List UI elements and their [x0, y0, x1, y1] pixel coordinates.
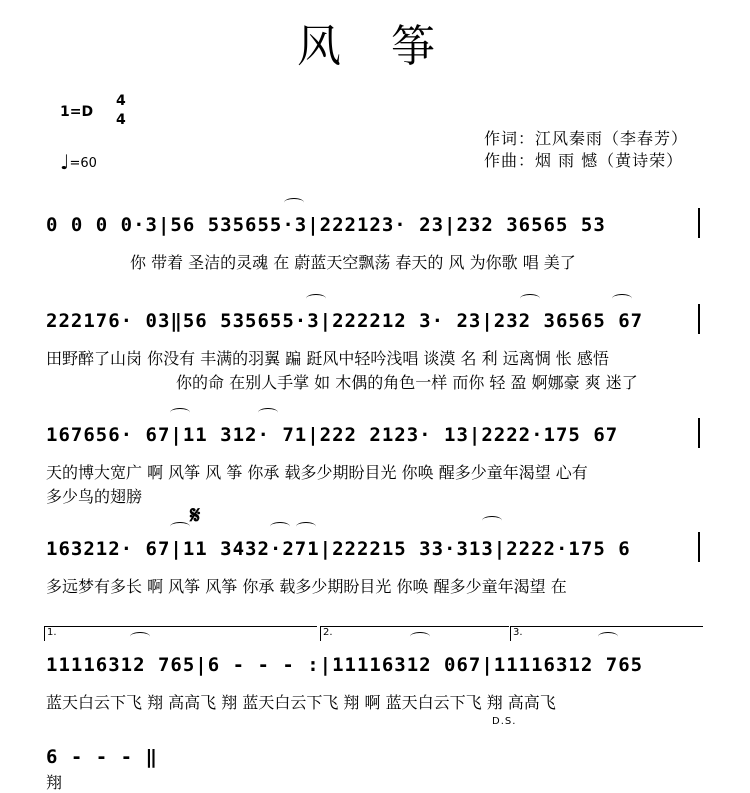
- page-title: 风 筝: [297, 21, 453, 72]
- volta-2: 2.: [320, 626, 509, 641]
- tie: [284, 198, 304, 207]
- barline: [698, 304, 700, 334]
- notation-line-2: 222176· 03‖56 535655·3|222212 3· 23|232 36565 67: [46, 310, 644, 332]
- lyrics-line-3b: 多少鸟的翅膀: [46, 487, 143, 506]
- barline: [698, 208, 700, 238]
- lyrics-line-1: 你 带着 圣洁的灵魂 在 蔚蓝天空飘荡 春天的 风 为你歌 唱 美了: [130, 253, 576, 272]
- barline: [698, 532, 700, 562]
- key-signature: 1=D: [60, 104, 94, 120]
- notation-line-1: 0 0 0 0·3|56 535655·3|222123· 23|232 36565 53: [46, 214, 606, 236]
- tempo-marking: [60, 150, 97, 174]
- time-signature-top: 4: [116, 93, 126, 109]
- notation-line-5: 11116312 765|6 - - - :|11116312 067|11116312 765: [46, 654, 644, 676]
- tie: [612, 294, 632, 303]
- tie: [270, 522, 290, 531]
- notation-line-6: 6 - - - ‖: [46, 746, 158, 768]
- tie: [598, 632, 618, 641]
- lyrics-line-4: 多远梦有多长 啊 风筝 风筝 你承 载多少期盼目光 你唤 醒多少童年渴望 在: [46, 577, 567, 596]
- tie: [170, 522, 190, 531]
- volta-3: 3.: [510, 626, 703, 641]
- tie: [130, 632, 150, 641]
- tie: [296, 522, 316, 531]
- lyrics-line-6: 翔: [46, 773, 63, 792]
- tie: [170, 408, 190, 417]
- quarter-note-icon: ♩: [60, 150, 70, 174]
- volta-1: 1.: [44, 626, 317, 641]
- tie: [306, 294, 326, 303]
- lyrics-line-5: 蓝天白云下飞 翔 高高飞 翔 蓝天白云下飞 翔 啊 蓝天白云下飞 翔 高高飞: [46, 693, 556, 712]
- lyrics-line-3a: 天的博大宽广 啊 风筝 风 筝 你承 载多少期盼目光 你唤 醒多少童年渴望 心有: [46, 463, 588, 482]
- tie: [482, 516, 502, 525]
- tie: [410, 632, 430, 641]
- time-signature-bottom: 4: [116, 112, 126, 128]
- tie: [520, 294, 540, 303]
- tempo-value: =60: [69, 156, 97, 171]
- notation-line-4: 163212· 67|11 3432·271|222215 33·313|2222·175 6: [46, 538, 631, 560]
- barline: [698, 418, 700, 448]
- lyricist-credit: 作词：江风秦雨（李春芳）: [484, 129, 689, 148]
- notation-line-3: 167656· 67|11 312· 71|222 2123· 13|2222·175 67: [46, 424, 619, 446]
- lyrics-line-2a: 田野醉了山岗 你没有 丰满的羽翼 蹁 跹风中轻吟浅唱 谈漠 名 利 远离惆 怅 感悟: [46, 349, 609, 368]
- time-signature: [116, 92, 126, 130]
- lyrics-line-2b: 你的命 在别人手掌 如 木偶的角色一样 而你 轻 盈 婀娜豪 爽 迷了: [176, 373, 638, 392]
- da-segno-marking: D.S.: [492, 716, 517, 727]
- composer-credit: 作曲：烟 雨 憾（黄诗荣）: [484, 151, 684, 170]
- segno-icon: 𝄋: [190, 500, 201, 529]
- tie: [258, 408, 278, 417]
